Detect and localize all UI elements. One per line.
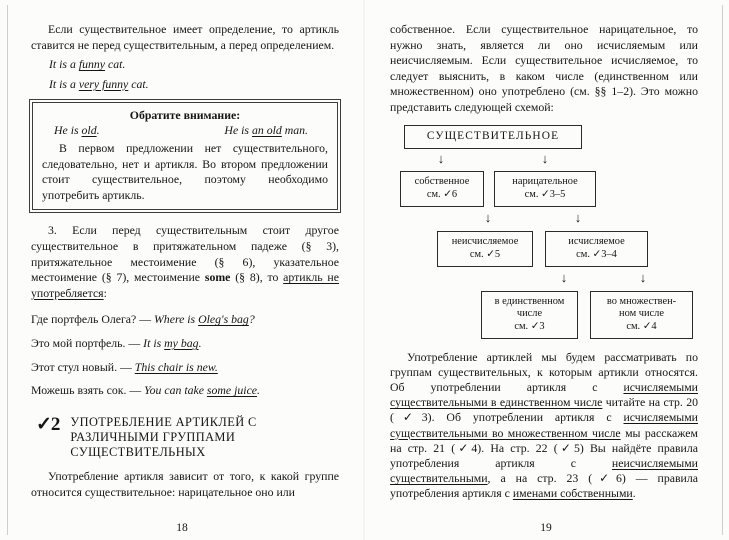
section-heading	[36, 415, 339, 461]
dialogue-example: Этот стул новый. — This chair is new.	[31, 359, 218, 374]
note-example-left: He is old.	[54, 123, 100, 138]
diagram-box-ref: см. ✓3–4	[576, 248, 617, 260]
dialogue-example: Где портфель Олега? — Where is Oleg's bag?	[31, 312, 255, 327]
arrow-down-icon: ↓	[574, 209, 582, 225]
paragraph-article-before-adjective: Если существительное имеет определение, то артикль ставится не перед существительным, а перед определением.	[31, 22, 339, 52]
arrow-down-icon: ↓	[639, 269, 647, 285]
diagram-box-ref: см. ✓3	[514, 320, 545, 332]
diagram-box-label: нарицательное	[512, 175, 578, 187]
page-edge-line	[722, 5, 723, 535]
diagram-box-label: исчисляемое	[568, 235, 625, 247]
note-box	[32, 102, 338, 210]
diagram-box-label: во множествен-	[606, 295, 677, 307]
diagram-box-singular	[481, 291, 578, 339]
diagram-box-countable	[545, 231, 648, 267]
book-gutter	[363, 0, 365, 540]
page-number: 18	[176, 522, 188, 534]
diagram-box-label: ном числе	[619, 308, 664, 320]
diagram-box-ref: см. ✓5	[469, 248, 501, 260]
diagram-box-proper	[400, 171, 484, 207]
note-box-examples	[42, 123, 328, 140]
diagram-box-plural	[590, 291, 693, 339]
example-sentence: It is a funny cat.	[49, 57, 126, 72]
arrow-down-icon: ↓	[437, 150, 445, 166]
diagram-box-uncountable	[437, 231, 533, 267]
paragraph-rule-3: 3. Если перед существительным стоит другое существительное в притяжательном падеже (§ 3), притяжательное местоимение (§ 6), указательное местоимение (§ 7), местоимение some (§ 8), то артикль не употребляется:	[31, 223, 339, 300]
diagram-box-label: СУЩЕСТВИТЕЛЬНОЕ	[426, 130, 560, 143]
page-19	[364, 0, 728, 540]
note-box-body: В первом предложении нет существительного, следовательно, нет и артикля. Во втором предложении стоит существительное, поэтому необходимо употребить артикль.	[42, 140, 328, 202]
page-edge-line	[7, 5, 8, 535]
diagram-box-label: в единственном	[494, 295, 565, 307]
section-check-mark: ✓2	[36, 413, 60, 435]
arrow-down-icon: ↓	[560, 269, 568, 285]
dialogue-example: Можешь взять сок. — You can take some juice.	[31, 383, 260, 398]
diagram-box-ref: см. ✓4	[626, 320, 657, 332]
dialogue-example: Это мой портфель. — It is my bag.	[31, 335, 202, 350]
noun-classification-diagram	[390, 125, 698, 341]
arrow-down-icon: ↓	[541, 150, 549, 166]
section-title: УПОТРЕБЛЕНИЕ АРТИКЛЕЙ С РАЗЛИЧНЫМИ ГРУППАМИ СУЩЕСТВИТЕЛЬНЫХ	[70, 414, 257, 460]
diagram-box-noun	[404, 125, 582, 149]
paragraph-countable-intro: собственное. Если существительное нарицательное, то нужно знать, является ли оно исчисляемым или неисчисляемым. Если существительное исчисляемое, то следует выяснить, в каком числе (единственном или множественном) оно употреблено (см. §§ 1–2). Это можно представить следующей схемой:	[390, 22, 698, 114]
diagram-box-common	[494, 171, 596, 207]
page-number: 19	[540, 522, 552, 534]
diagram-box-ref: см. ✓3–5	[524, 188, 566, 200]
paragraph-intro-groups: Употребление артикля зависит от того, к какой группе относится существительное: нарицательное оно или	[31, 469, 339, 499]
diagram-box-label: числе	[516, 308, 543, 320]
diagram-box-label: собственное	[414, 175, 470, 187]
page-18	[0, 0, 364, 540]
arrow-down-icon: ↓	[484, 209, 492, 225]
note-example-right: He is an old man.	[224, 123, 308, 138]
diagram-box-ref: см. ✓6	[426, 188, 458, 200]
paragraph-article-plan: Употребление артиклей мы будем рассматривать по группам существительных, к которым артикли относятся. Об употреблении артикля с исчисляемыми существительными в единственном числе читайте на стр. 20 (✓3). Об употреблении артикля с исчисляемыми существительными во множественном числе мы расскажем на стр. 21 (✓4). На стр. 22 (✓5) Вы найдёте правила употребления артикля с неисчисляемыми существительными, а на стр. 23 (✓6) — правила употребления артикля с именами собственными.	[390, 349, 698, 501]
example-sentence: It is a very funny cat.	[49, 76, 149, 91]
note-box-title: Обратите внимание:	[129, 108, 241, 123]
diagram-box-label: неисчисляемое	[451, 235, 519, 247]
